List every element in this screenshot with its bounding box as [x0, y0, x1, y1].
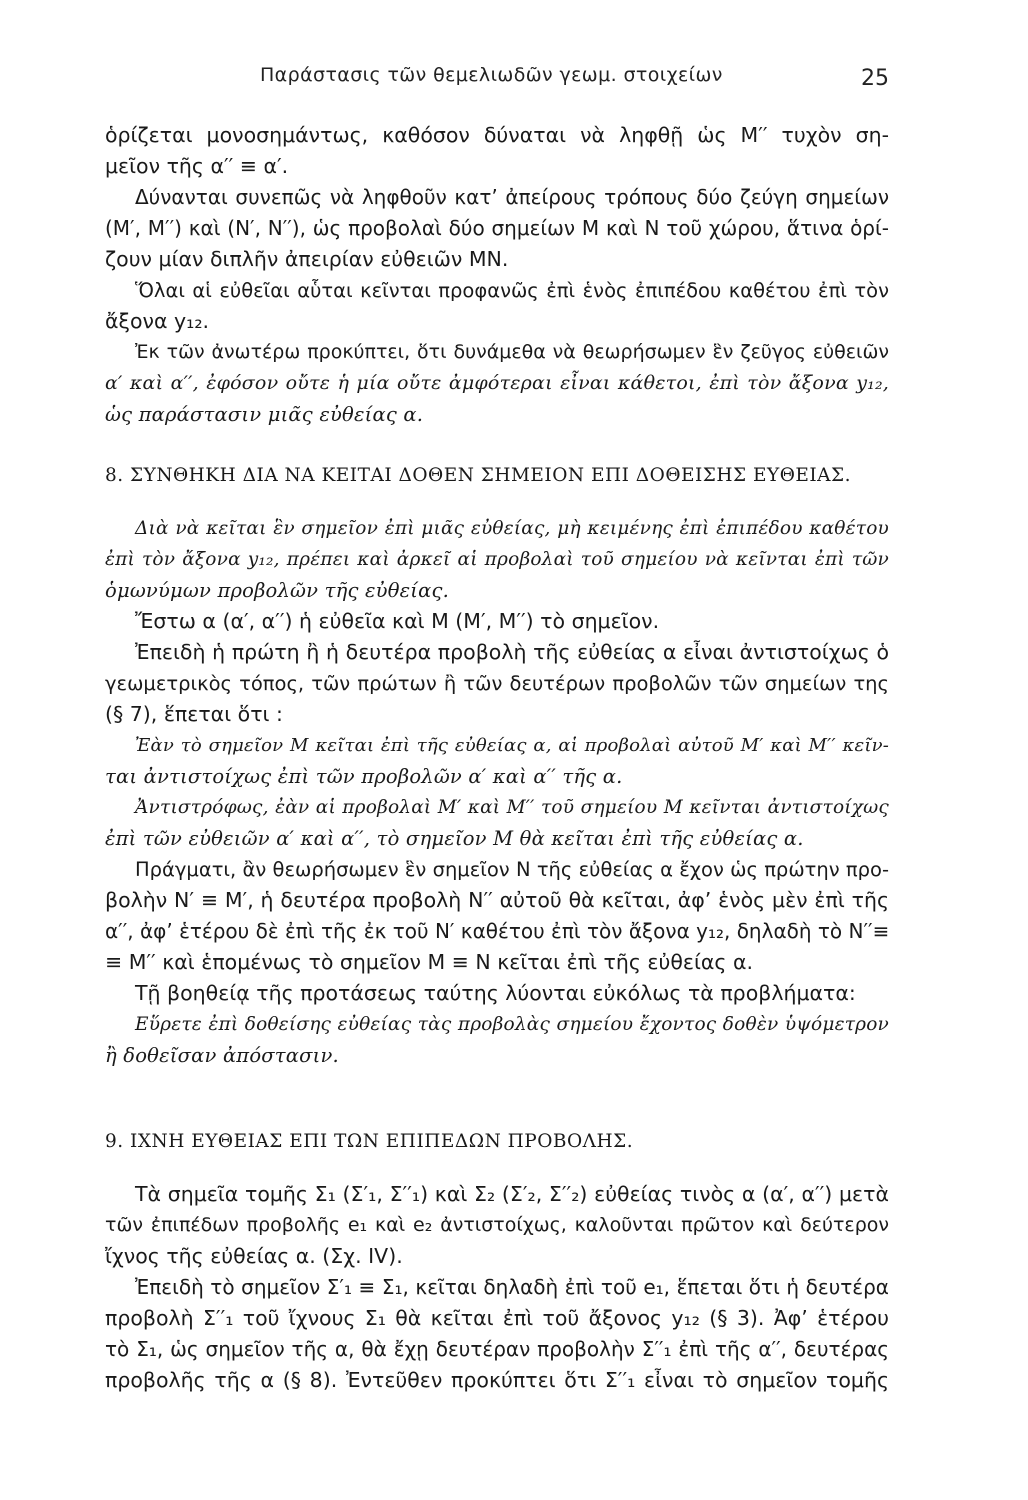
paragraph [105, 730, 889, 792]
text-line: ἐπὶ τὸν ἄξονα y₁₂, πρέπει καὶ ἀρκεῖ αἱ προβολαὶ τοῦ σημείου νὰ κεῖνται ἐπὶ τῶν [105, 549, 889, 570]
page-header [105, 62, 889, 102]
text-line: Ἐπειδὴ τὸ σημεῖον Σ′₁ ≡ Σ₁, κεῖται δηλαδὴ ἐπὶ τοῦ e₁, ἕπεται ὅτι ἡ δευτέρα [135, 1275, 889, 1299]
text-line: Ἐκ τῶν ἀνωτέρω προκύπτει, ὅτι δυνάμεθα νὰ θεωρήσωμεν ἓν ζεῦγος εὐθειῶν [135, 341, 889, 363]
paragraph [105, 1272, 889, 1396]
text-line: ἴχνος τῆς εὐθείας α. (Σχ. IV). [105, 1244, 403, 1268]
text-line: Ἔστω α (α′, α′′) ἡ εὐθεῖα καὶ M (M′, M′′) τὸ σημεῖον. [135, 609, 660, 633]
text-line: γεωμετρικὸς τόπος, τῶν πρώτων ἢ τῶν δευτέρων προβολῶν τῶν σημείων της [105, 672, 889, 695]
text-line: Πράγματι, ἂν θεωρήσωμεν ἓν σημεῖον N τῆς εὐθείας α ἔχον ὡς πρώτην προ- [135, 858, 889, 881]
text-line: (M′, M′′) καὶ (N′, N′′), ὡς προβολαὶ δύο σημείων M καὶ N τοῦ χώρου, ἅτινα ὁρί- [105, 216, 889, 240]
spacer [105, 1071, 889, 1126]
paragraph [105, 792, 889, 854]
spacer [105, 430, 889, 460]
text-line: προβολῆς τῆς α (§ 8). Ἐντεῦθεν προκύπτει ὅτι Σ′′₁ εἶναι τὸ σημεῖον τομῆς [105, 1368, 889, 1392]
section-heading-9: 9. ΙΧΝΗ ΕΥΘΕΙΑΣ ΕΠΙ ΤΩΝ ΕΠΙΠΕΔΩΝ ΠΡΟΒΟΛΗΣ. [105, 1131, 634, 1152]
text-line: ὡς παράστασιν μιᾶς εὐθείας α. [105, 403, 424, 426]
text-line: Ὅλαι αἱ εὐθεῖαι αὗται κεῖνται προφανῶς ἐπὶ ἑνὸς ἐπιπέδου καθέτου ἐπὶ τὸν [135, 279, 889, 302]
text-line: Ἐὰν τὸ σημεῖον M κεῖται ἐπὶ τῆς εὐθείας α, αἱ προβολαὶ αὐτοῦ M′ καὶ M′′ κεῖν- [135, 735, 889, 756]
spacer [105, 1157, 889, 1179]
text-line: ἢ δοθεῖσαν ἀπόστασιν. [105, 1044, 339, 1067]
text-line: Ἀντιστρόφως, ἐὰν αἱ προβολαὶ M′ καὶ M′′ τοῦ σημείου M κεῖνται ἀντιστοίχως [135, 797, 889, 818]
text-line: ≡ M′′ καὶ ἑπομένως τὸ σημεῖον M ≡ N κεῖται ἐπὶ τῆς εὐθείας α. [105, 950, 753, 974]
text-line: (§ 7), ἕπεται ὅτι : [105, 702, 283, 726]
text-line: ὁμωνύμων προβολῶν τῆς εὐθείας. [105, 579, 450, 602]
text-line: τῶν ἐπιπέδων προβολῆς e₁ καὶ e₂ ἀντιστοίχως, καλοῦνται πρῶτον καὶ δεύτερον [105, 1214, 889, 1236]
paragraph [105, 513, 889, 606]
text-line: ζουν μίαν διπλῆν ἀπειρίαν εὐθειῶν MN. [105, 247, 509, 271]
text-line: μεῖον τῆς α′′ ≡ α′. [105, 154, 289, 178]
text-line: ἄξονα y₁₂. [105, 309, 210, 333]
running-head: Παράστασις τῶν θεμελιωδῶν γεωμ. στοιχείων [260, 64, 723, 86]
paragraph [105, 1179, 889, 1272]
text-line: προβολὴ Σ′′₁ τοῦ ἴχνους Σ₁ θὰ κεῖται ἐπὶ τοῦ ἄξονος y₁₂ (§ 3). Ἀφ’ ἑτέρου [105, 1306, 889, 1330]
text-line: ἐπὶ τῶν εὐθειῶν α′ καὶ α′′, τὸ σημεῖον M θὰ κεῖται ἐπὶ τῆς εὐθείας α. [105, 827, 804, 850]
text-line: α′ καὶ α′′, ἐφόσον οὔτε ἡ μία οὔτε ἀμφότεραι εἶναι κάθετοι, ἐπὶ τὸν ἄξονα y₁₂, [105, 372, 889, 394]
text-line: Ἐπειδὴ ἡ πρώτη ἢ ἡ δευτέρα προβολὴ τῆς εὐθείας α εἶναι ἀντιστοίχως ὁ [135, 640, 889, 664]
paragraph [105, 854, 889, 978]
text-line: τὸ Σ₁, ὡς σημεῖον τῆς α, θὰ ἔχῃ δευτέραν προβολὴν Σ′′₁ ἐπὶ τῆς α′′, δευτέρας [105, 1337, 889, 1361]
paragraph [105, 1009, 889, 1071]
text-line: Εὕρετε ἐπὶ δοθείσης εὐθείας τὰς προβολὰς σημείου ἔχοντος δοθὲν ὑψόμετρον [135, 1014, 889, 1035]
page-body [105, 120, 889, 1396]
text-line: ται ἀντιστοίχως ἐπὶ τῶν προβολῶν α′ καὶ α′′ τῆς α. [105, 765, 623, 788]
paragraph [105, 637, 889, 730]
text-line: Τὰ σημεῖα τομῆς Σ₁ (Σ′₁, Σ′′₁) καὶ Σ₂ (Σ′₂, Σ′′₂) εὐθείας τινὸς α (α′, α′′) μετὰ [135, 1182, 889, 1206]
paragraph [105, 606, 889, 637]
paragraph [105, 182, 889, 275]
text-line: Διὰ νὰ κεῖται ἓν σημεῖον ἐπὶ μιᾶς εὐθείας, μὴ κειμένης ἐπὶ ἐπιπέδου καθέτου [135, 518, 889, 539]
paragraph [105, 337, 889, 430]
page-number: 25 [861, 66, 889, 91]
text-line: Δύνανται συνεπῶς νὰ ληφθοῦν κατ’ ἀπείρους τρόπους δύο ζεύγη σημείων [135, 185, 889, 209]
paragraph [105, 978, 889, 1009]
text-line: α′′, ἀφ’ ἑτέρου δὲ ἐπὶ τῆς ἐκ τοῦ N′ καθέτου ἐπὶ τὸν ἄξονα y₁₂, δηλαδὴ τὸ N′′≡ [105, 919, 890, 943]
spacer [105, 491, 889, 513]
text-line: Τῇ βοηθείᾳ τῆς προτάσεως ταύτης λύονται εὐκόλως τὰ προβλήματα: [135, 981, 856, 1005]
text-line: βολὴν N′ ≡ M′, ἡ δευτέρα προβολὴ N′′ αὐτοῦ θὰ κεῖται, ἀφ’ ἑνὸς μὲν ἐπὶ τῆς [105, 888, 889, 912]
paragraph [105, 275, 889, 337]
paragraph [105, 120, 889, 182]
text-line: ὁρίζεται μονοσημάντως, καθόσον δύναται νὰ ληφθῇ ὡς M′′ τυχὸν ση- [105, 123, 889, 147]
section-heading-8: 8. ΣΥΝΘΗΚΗ ΔΙΑ ΝΑ ΚΕΙΤΑΙ ΔΟΘΕΝ ΣΗΜΕΙΟΝ ΕΠΙ ΔΟΘΕΙΣΗΣ ΕΥΘΕΙΑΣ. [105, 465, 851, 486]
